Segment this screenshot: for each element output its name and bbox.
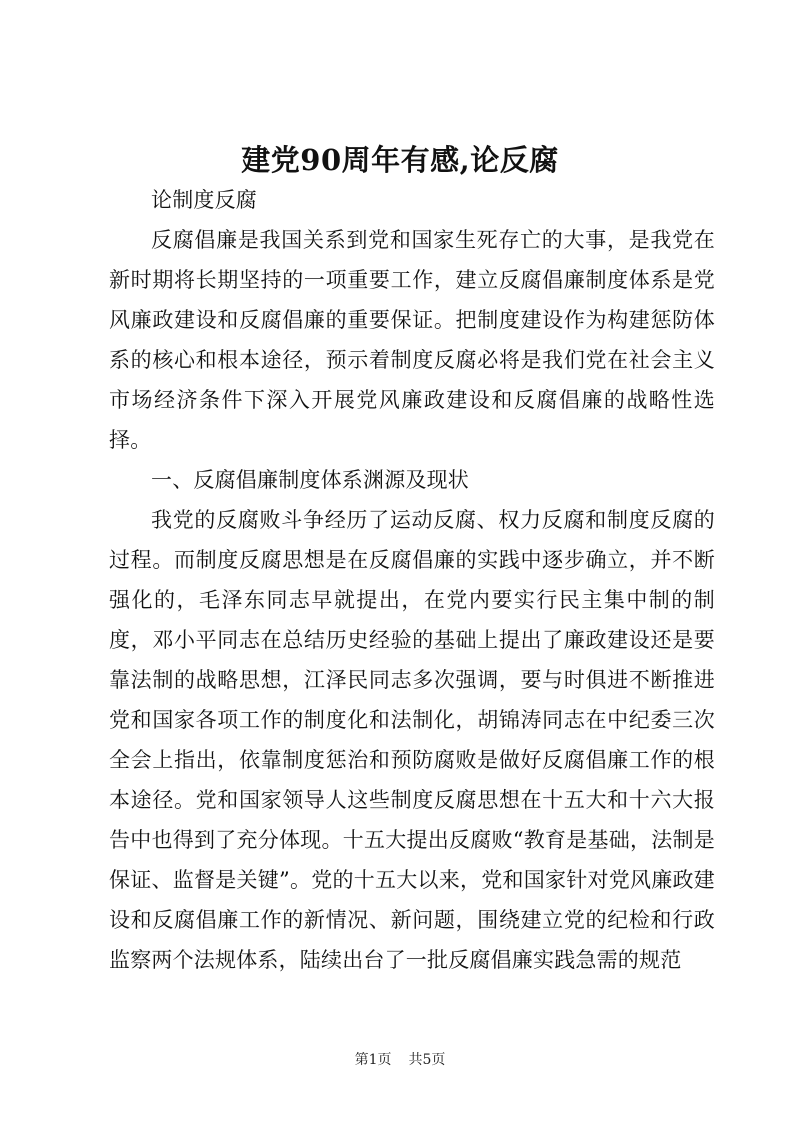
document-body [109,180,715,980]
body-paragraph: 反腐倡廉是我国关系到党和国家生死存亡的大事，是我党在新时期将长期坚持的一项重要工作，建立反腐倡廉制度体系是党风廉政建设和反腐倡廉的重要保证。把制度建设作为构建惩防体系的核心和根本途径，预示着制度反腐必将是我们党在社会主义市场经济条件下深入开展党风廉政建设和反腐倡廉的战略性选择。 [109,228,715,452]
page-number: 第1页 [354,1052,392,1068]
section-heading-one: 一、反腐倡廉制度体系渊源及现状 [151,468,469,492]
document-title: 建党90周年有感,论反腐 [241,143,559,177]
section-heading-zhidu: 论制度反腐 [151,188,257,212]
page-footer [0,1050,800,1070]
body-paragraph: 我党的反腐败斗争经历了运动反腐、权力反腐和制度反腐的过程。而制度反腐思想是在反腐倡廉的实践中逐步确立，并不断强化的，毛泽东同志早就提出，在党内要实行民主集中制的制度，邓小平同志在总结历史经验的基础上提出了廉政建设还是要靠法制的战略思想，江泽民同志多次强调，要与时俱进不断推进党和国家各项工作的制度化和法制化，胡锦涛同志在中纪委三次全会上指出，依靠制度惩治和预防腐败是做好反腐倡廉工作的根本途径。党和国家领导人这些制度反腐思想在十五大和十六大报告中也得到了充分体现。十五大提出反腐败“教育是基础，法制是保证、监督是关键”。党的十五大以来，党和国家针对党风廉政建设和反腐倡廉工作的新情况、新问题，围绕建立党的纪检和行政监察两个法规体系，陆续出台了一批反腐倡廉实践急需的规范 [109,508,715,972]
page-total: 共5页 [408,1052,446,1068]
